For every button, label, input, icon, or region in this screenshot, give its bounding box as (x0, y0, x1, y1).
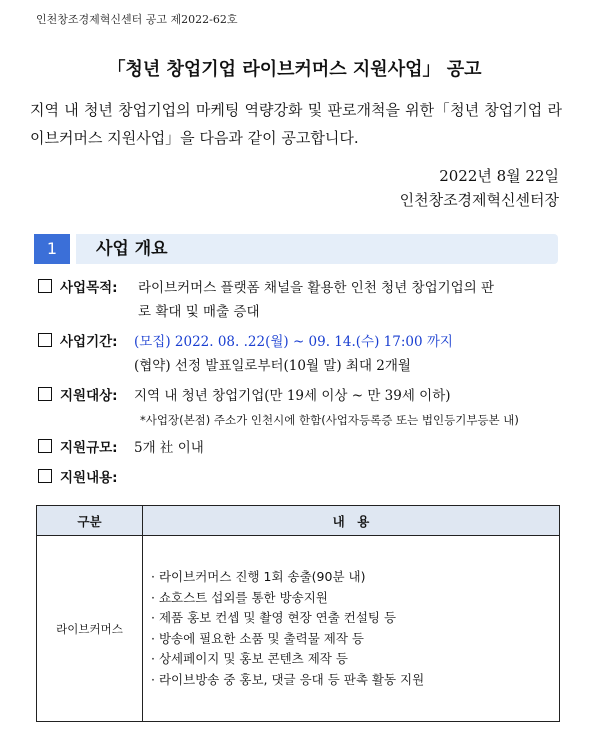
target-text: 지역 내 청년 창업기업(만 19세 이상 ~ 만 39세 이하) (134, 388, 451, 404)
checkbox-icon (38, 439, 52, 453)
detail-list (151, 567, 558, 690)
period-recruit-text: (모집) 2022. 08. .22(월) ~ 09. 14.(수) 17:00 까지 (134, 334, 453, 350)
table-header-content: 내 용 (143, 506, 560, 536)
item-scale (38, 437, 118, 459)
table-cell-details (143, 536, 560, 722)
section-number-badge: 1 (34, 234, 70, 264)
table-header-category: 구분 (37, 506, 143, 536)
checkbox-icon (38, 469, 52, 483)
item-label: 지원내용: (60, 470, 118, 486)
document-number: 인천창조경제혁신센터 공고 제2022-62호 (36, 13, 238, 26)
item-purpose (38, 277, 118, 299)
item-target (38, 385, 118, 407)
support-content-table (36, 505, 560, 722)
list-item: · 라이브방송 중 홍보, 댓글 응대 등 판촉 활동 지원 (151, 670, 558, 691)
purpose-text-line2: 로 확대 및 매출 증대 (138, 304, 260, 320)
item-period (38, 331, 118, 353)
table-header-row (37, 506, 560, 536)
intro-paragraph: 지역 내 청년 창업기업의 마케팅 역량강화 및 판로개척을 위한「청년 창업기업 라이브커머스 지원사업」을 다음과 같이 공고합니다. (30, 101, 562, 147)
page-title: 「청년 창업기업 라이브커머스 지원사업」 공고 (107, 59, 482, 80)
purpose-text-line1: 라이브커머스 플랫폼 채널을 활용한 인천 청년 창업기업의 판 (138, 280, 495, 296)
list-item: · 쇼호스트 섭외를 통한 방송지원 (151, 588, 558, 609)
target-note: *사업장(본점) 주소가 인천시에 한함(사업자등록증 또는 법인등기부등본 내) (140, 413, 519, 427)
table-cell-category: 라이브커머스 (37, 536, 143, 722)
table-row (37, 536, 560, 722)
period-agreement-text: (협약) 선정 발표일로부터(10월 말) 최대 2개월 (134, 358, 411, 374)
scale-text: 5개 社 이내 (134, 440, 204, 456)
issuing-organization: 인천창조경제혁신센터장 (399, 191, 559, 209)
checkbox-icon (38, 387, 52, 401)
list-item: · 제품 홍보 컨셉 및 촬영 현장 연출 컨설팅 등 (151, 608, 558, 629)
list-item: · 상세페이지 및 홍보 콘텐츠 제작 등 (151, 649, 558, 670)
list-item: · 라이브커머스 진행 1회 송출(90분 내) (151, 567, 558, 588)
item-content (38, 467, 118, 489)
checkbox-icon (38, 333, 52, 347)
item-label: 지원규모: (60, 440, 118, 456)
item-label: 사업기간: (60, 334, 118, 350)
section-title: 사업 개요 (96, 239, 168, 259)
list-item: · 방송에 필요한 소품 및 출력물 제작 등 (151, 629, 558, 650)
checkbox-icon (38, 279, 52, 293)
item-label: 사업목적: (60, 280, 118, 296)
item-label: 지원대상: (60, 388, 118, 404)
announcement-date: 2022년 8월 22일 (439, 167, 559, 185)
